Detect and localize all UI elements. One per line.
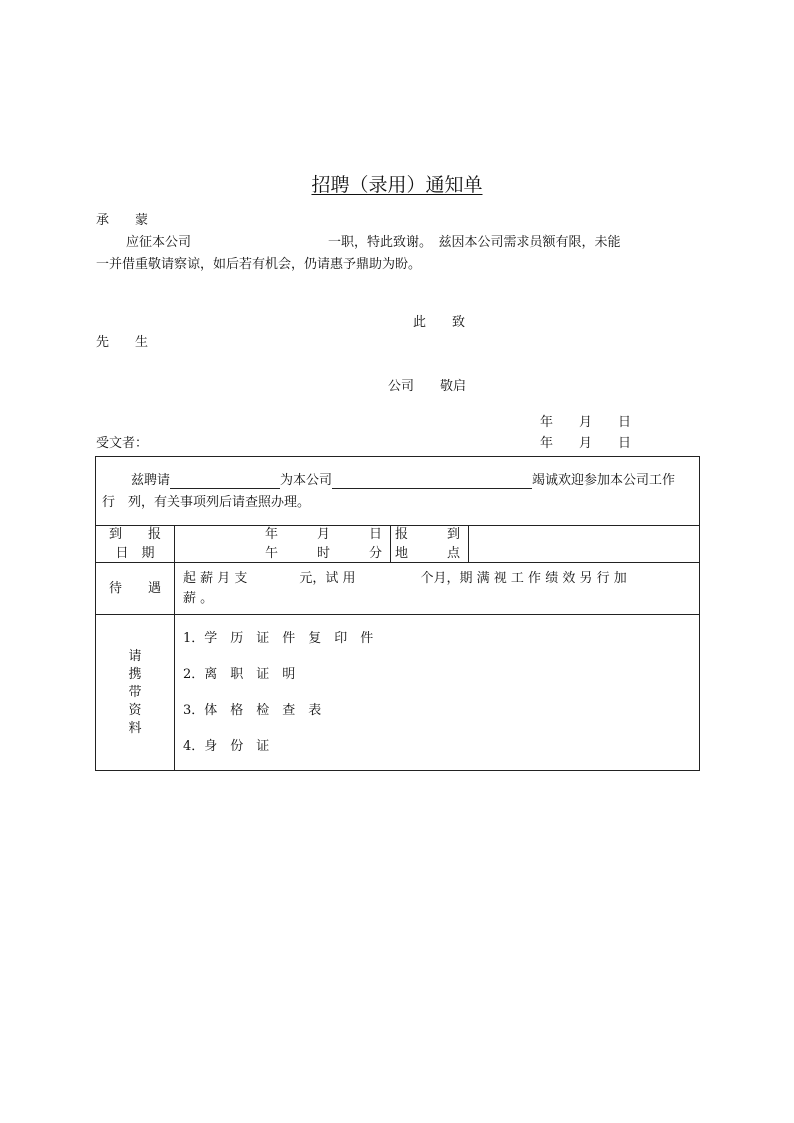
report-date-label-2: 日 期 — [115, 546, 155, 561]
bring-label — [96, 615, 175, 771]
date-line-2: 年 月 日 — [540, 436, 632, 451]
report-date-label — [96, 526, 175, 563]
report-place-label-1: 报 到 — [395, 527, 461, 542]
report-row — [96, 526, 700, 563]
bring-items — [175, 615, 700, 771]
salutation: 承 蒙 — [96, 213, 149, 228]
notice-form — [95, 456, 700, 771]
page-title — [0, 170, 794, 197]
treatment-value — [175, 563, 700, 615]
position-blank[interactable] — [332, 474, 532, 489]
report-place-label — [391, 526, 469, 563]
recipient-label: 受文者： — [96, 436, 149, 451]
intro-line2: 行 列，有关事项列后请查照办理。 — [102, 495, 311, 510]
treatment-line2: 薪 。 — [183, 590, 214, 606]
treatment-row — [96, 563, 700, 615]
bring-row — [96, 615, 700, 771]
bring-item: 2．离 职 证 明 — [183, 666, 296, 682]
report-date-value[interactable] — [175, 526, 391, 563]
page-title-text: 招聘（录用）通知单 — [311, 174, 483, 196]
bring-label-char: 带 — [128, 684, 142, 700]
letter-line1-b: 一职，特此致谢。 兹因本公司需求员额有限，未能 — [328, 235, 621, 250]
closing: 此 致 — [413, 315, 466, 330]
intro-cell — [96, 457, 700, 526]
bring-label-char: 料 — [128, 720, 142, 736]
bring-item: 3．体 格 检 查 表 — [183, 702, 322, 718]
intro-a: 兹聘请 — [131, 473, 171, 488]
treatment-line1: 起 薪 月 支 元，试 用 个月，期 满 视 工 作 绩 效 另 行 加 — [183, 570, 627, 586]
report-date-label-1: 到 报 — [108, 527, 161, 542]
name-blank[interactable] — [170, 474, 280, 489]
letter-line2: 一并借重敬请察谅，如后若有机会，仍请惠予鼎助为盼。 — [96, 257, 422, 272]
bring-label-char: 资 — [128, 702, 142, 718]
bring-label-char: 请 — [128, 648, 142, 664]
intro-row — [96, 457, 700, 526]
report-place-value[interactable] — [469, 526, 700, 563]
report-date-value-2: 午 时 分 — [265, 546, 383, 561]
report-place-label-2: 地 点 — [395, 546, 461, 561]
addressee: 先 生 — [96, 335, 149, 350]
intro-c: 竭诚欢迎参加本公司工作 — [532, 473, 676, 488]
intro-b: 为本公司 — [280, 473, 333, 488]
letter-line1-a: 应征本公司 — [126, 235, 192, 250]
treatment-label: 待 遇 — [96, 563, 175, 615]
date-line-1: 年 月 日 — [540, 415, 632, 430]
bring-label-char: 携 — [128, 666, 142, 682]
report-date-value-1: 年 月 日 — [265, 527, 383, 542]
signature: 公司 敬启 — [388, 379, 467, 394]
bring-item: 1．学 历 证 件 复 印 件 — [183, 630, 374, 646]
bring-item: 4．身 份 证 — [183, 738, 270, 754]
